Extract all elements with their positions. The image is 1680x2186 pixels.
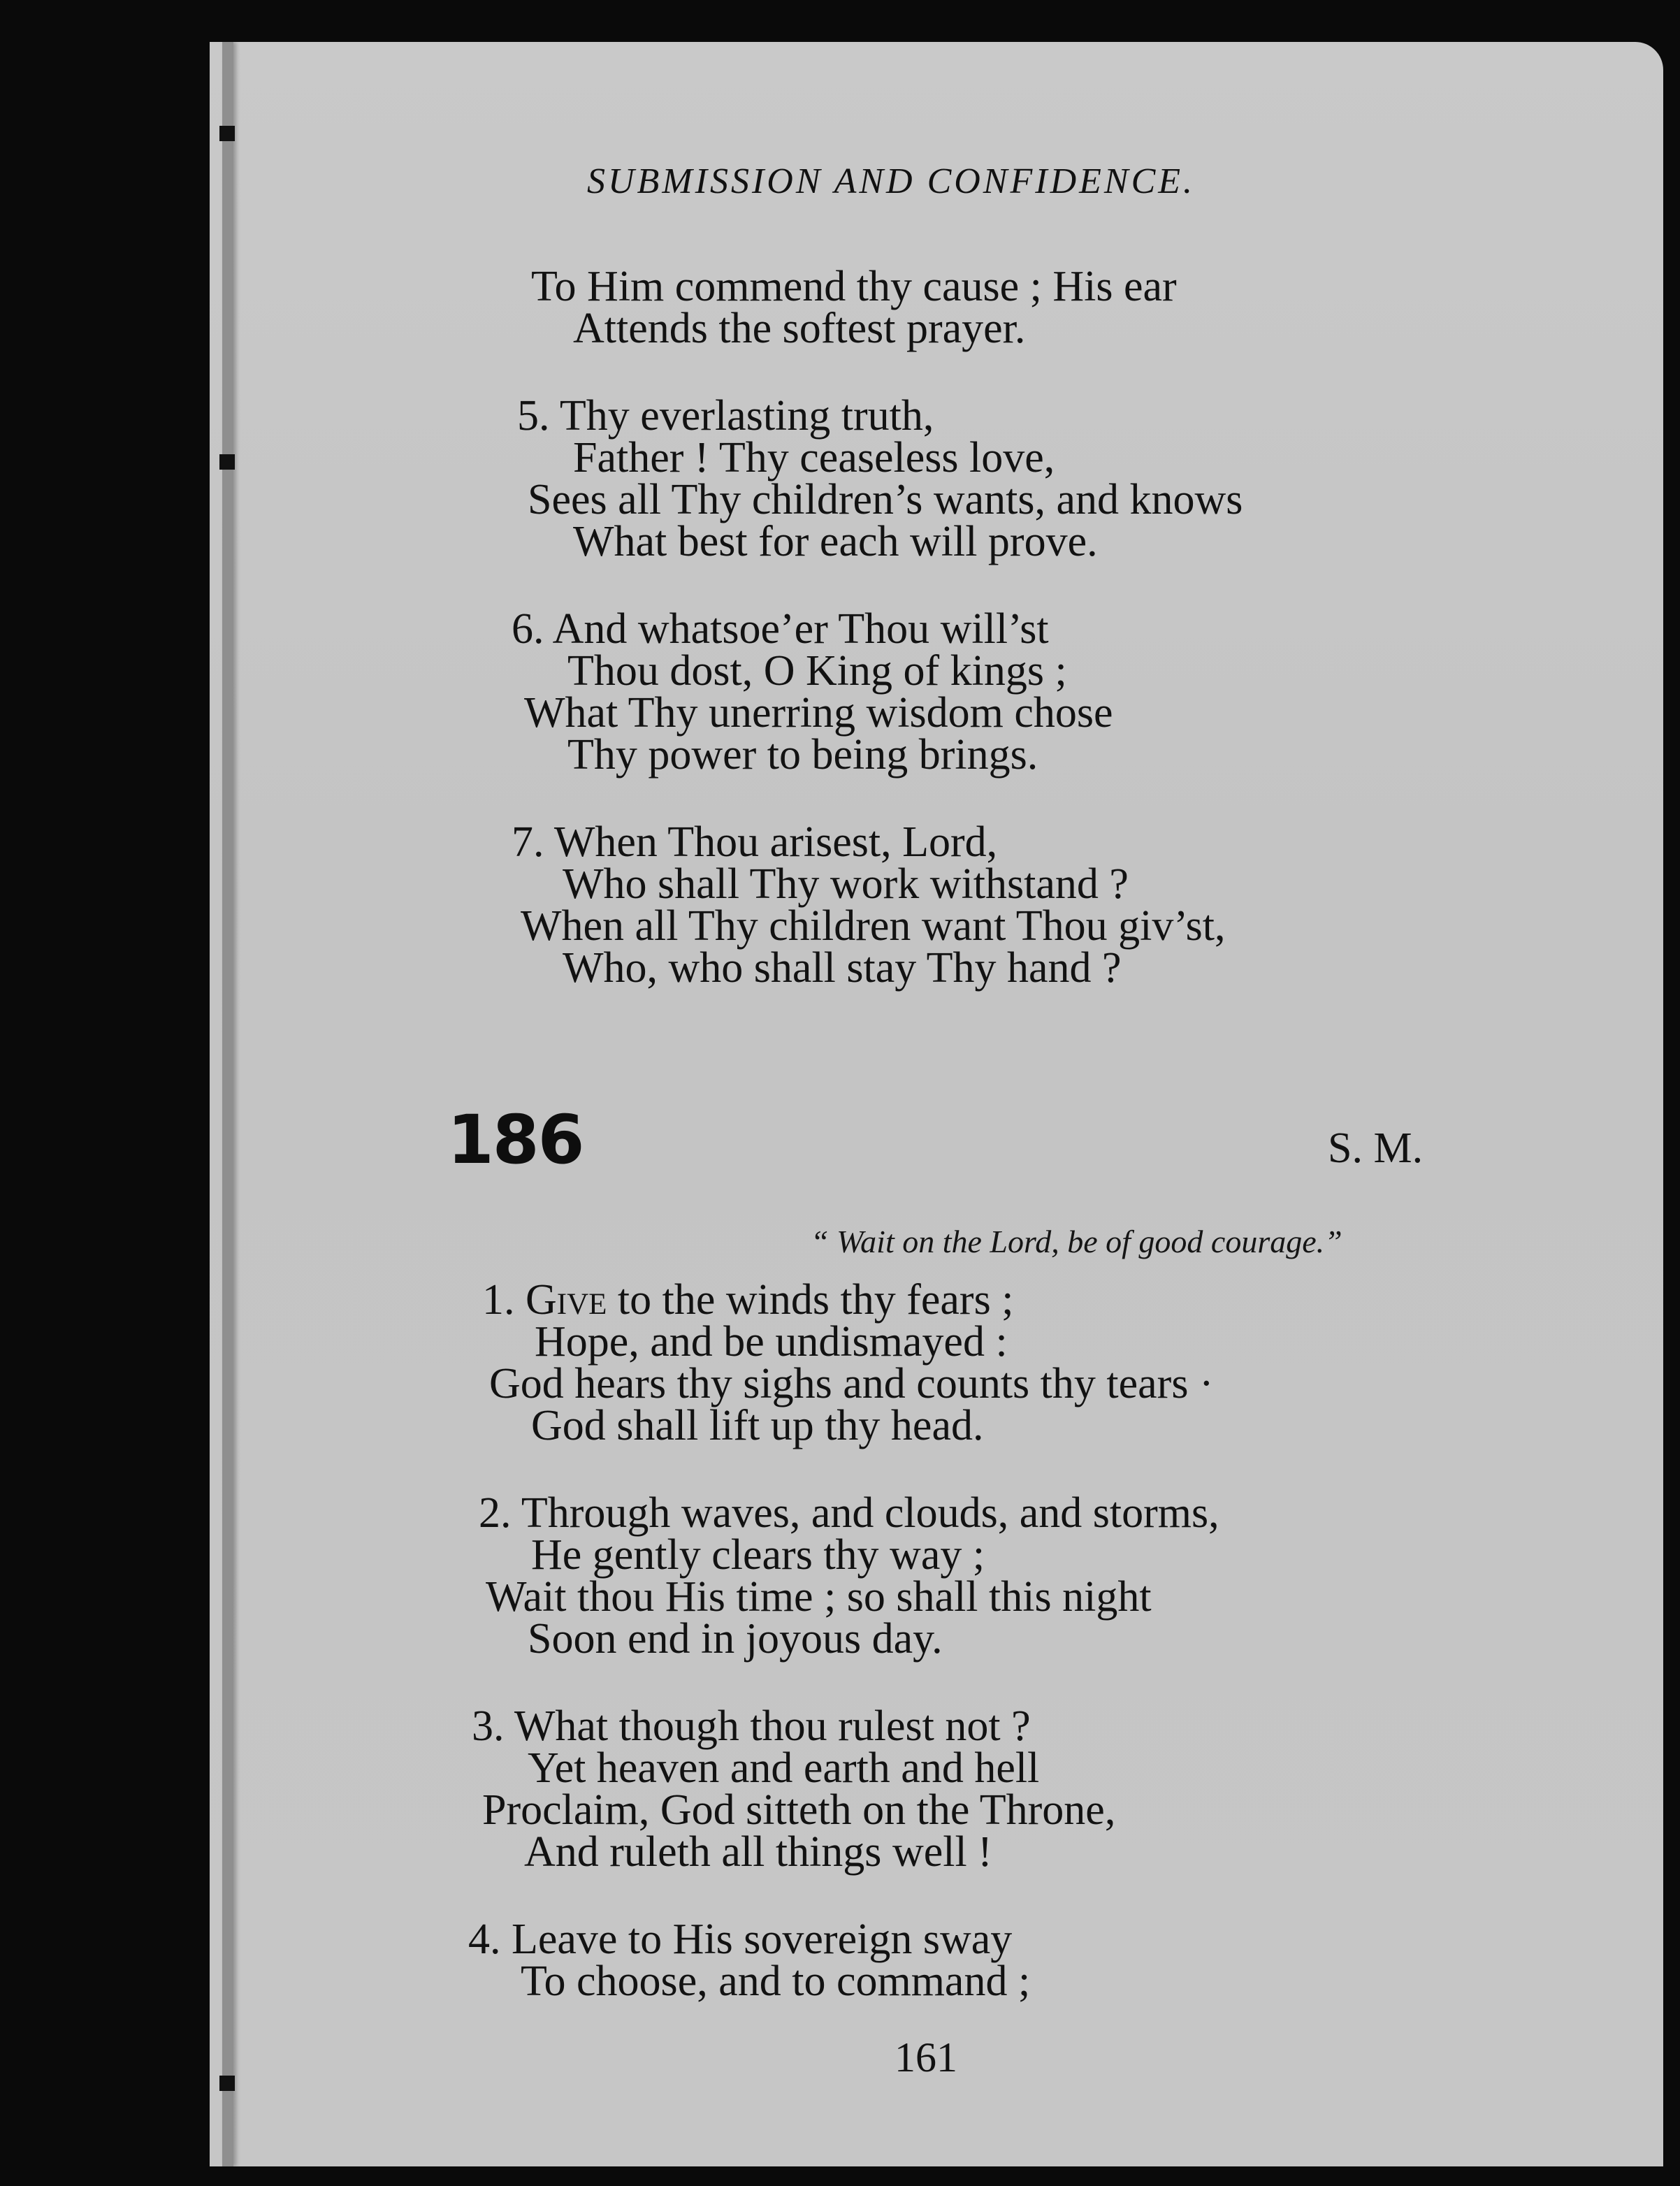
stanza-number: 3. <box>472 1702 505 1750</box>
verse-text: to the winds thy fears ; <box>607 1276 1014 1324</box>
book-page <box>210 42 1663 2166</box>
stanza-number: 7. <box>512 818 544 866</box>
running-header: SUBMISSION AND CONFIDENCE. <box>587 161 1196 201</box>
stanza-number: 5. <box>517 392 550 440</box>
verse-line: God hears thy sighs and counts thy tears · <box>489 1360 1214 1407</box>
verse-text: Thy everlasting truth, <box>559 392 934 440</box>
verse-line: Soon end in joyous day. <box>528 1615 943 1663</box>
verse-line: Wait thou His time ; so shall this night <box>486 1573 1152 1621</box>
verse-line: What Thy unerring wisdom chose <box>524 689 1113 737</box>
book-spine <box>222 42 233 2166</box>
verse-line: Hope, and be undismayed : <box>535 1318 1008 1366</box>
stanza-number: 2. <box>479 1489 512 1537</box>
verse-line: Thy power to being brings. <box>567 731 1038 779</box>
spine-mark <box>219 454 235 470</box>
verse-line: When all Thy children want Thou giv’st, <box>521 902 1226 950</box>
hymn-number: 186 <box>447 1101 584 1179</box>
verse-line: Sees all Thy children’s wants, and knows <box>528 476 1243 523</box>
verse-line: To Him commend thy cause ; His ear <box>531 263 1177 310</box>
drop-word: Give <box>526 1276 607 1324</box>
verse-text: Leave to His sovereign sway <box>512 1916 1013 1963</box>
verse-line: What best for each will prove. <box>573 518 1098 565</box>
stanza-number: 1. <box>482 1276 515 1324</box>
verse-line: Proclaim, God sitteth on the Throne, <box>482 1786 1116 1834</box>
verse-line: Who, who shall stay Thy hand ? <box>563 944 1122 992</box>
stanza-number: 6. <box>512 605 544 653</box>
hymn-epigraph: “ Wait on the Lord, be of good courage.” <box>811 1224 1342 1259</box>
verse-line: And ruleth all things well ! <box>524 1828 992 1876</box>
verse-line: God shall lift up thy head. <box>531 1402 984 1449</box>
page-number: 161 <box>895 2034 957 2080</box>
hymn-meter: S. M. <box>1328 1124 1424 1172</box>
spine-mark <box>219 2076 235 2091</box>
verse-line: Who shall Thy work withstand ? <box>563 860 1129 908</box>
stanza-number: 4. <box>468 1916 501 1963</box>
verse-text: And whatsoe’er Thou will’st <box>552 605 1049 653</box>
verse-line: Yet heaven and earth and hell <box>528 1744 1040 1792</box>
verse-text: When Thou arisest, Lord, <box>553 818 998 866</box>
verse-line: Father ! Thy ceaseless love, <box>573 434 1055 482</box>
verse-text: Through waves, and clouds, and storms, <box>521 1489 1219 1537</box>
spine-mark <box>219 126 235 141</box>
verse-line: Attends the softest prayer. <box>573 305 1026 352</box>
verse-text: What though thou rulest not ? <box>514 1702 1031 1750</box>
verse-line: He gently clears thy way ; <box>531 1531 985 1579</box>
verse-line: Thou dost, O King of kings ; <box>567 647 1067 695</box>
verse-line: To choose, and to command ; <box>521 1957 1031 2005</box>
